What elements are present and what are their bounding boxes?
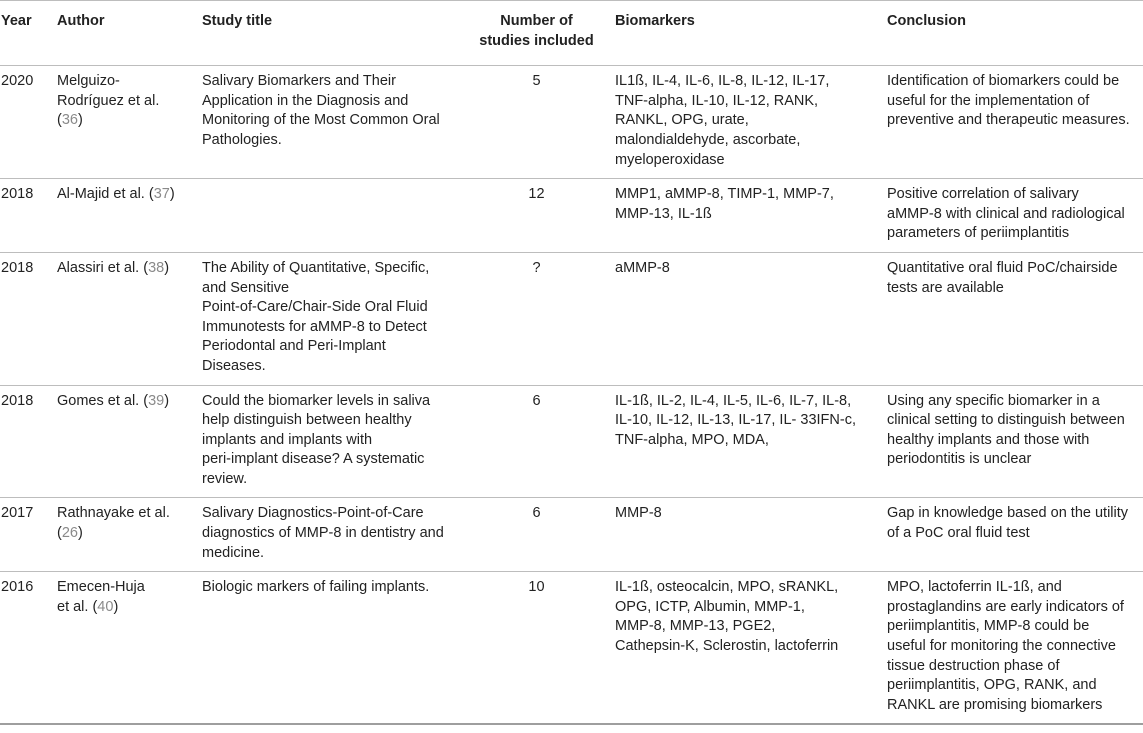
table-row <box>0 66 1143 179</box>
cell-study-title: Could the biomarker levels in saliva help distinguish between healthy implants and implants with peri-implant disease? A systematic review. <box>202 392 431 487</box>
author-paren: ) <box>169 186 175 203</box>
cell-study-title: The Ability of Quantitative, Specific, and Sensitive Point-of-Care/Chair-Side Oral Fluid Immunotests for aMMP-8 to Detect Periodontal and Peri-Implant Diseases. <box>202 259 430 374</box>
cell-number-of-studies: 6 <box>532 505 541 522</box>
cell-biomarkers: IL1ß, IL-4, IL-6, IL-8, IL-12, IL-17, TNF-alpha, IL-10, IL-12, RANK, RANKL, OPG, urate, malondialdehyde, ascorbate, myeloperoxidase <box>615 73 830 168</box>
cell-biomarkers: MMP-8 <box>615 505 662 522</box>
table-row <box>0 252 1143 385</box>
cell-conclusion: Using any specific biomarker in a clinical setting to distinguish between healthy implants and those with periodontitis is unclear <box>887 392 1125 468</box>
cell-number-of-studies: 6 <box>532 392 541 409</box>
cell-biomarkers: IL-1ß, osteocalcin, MPO, sRANKL, OPG, ICTP, Albumin, MMP-1, MMP-8, MMP-13, PGE2, Cathepsin-K, Sclerostin, lactoferrin <box>615 579 839 655</box>
table-row <box>0 385 1143 498</box>
cell-study-title: Biologic markers of failing implants. <box>202 579 430 596</box>
cell-year: 2018 <box>1 186 34 203</box>
cell-author <box>51 385 196 498</box>
cell-biomarkers: IL-1ß, IL-2, IL-4, IL-5, IL-6, IL-7, IL-8, IL-10, IL-12, IL-13, IL-17, IL- 33IFN-c, TNF-alpha, MPO, MDA, <box>615 392 856 448</box>
author-name: Melguizo- Rodríguez et al. ( <box>57 73 160 129</box>
author-name: Rathnayake et al. ( <box>57 505 170 542</box>
header-conclusion: Conclusion <box>887 13 966 29</box>
table-header <box>0 1 1143 66</box>
cell-study-title: Salivary Diagnostics-Point-of-Care diagnostics of MMP-8 in dentistry and medicine. <box>202 505 444 561</box>
reference-link[interactable]: 40 <box>97 598 114 615</box>
cell-conclusion: Identification of biomarkers could be useful for the implementation of preventive and therapeutic measures. <box>887 73 1130 129</box>
cell-biomarkers: MMP1, aMMP-8, TIMP-1, MMP-7, MMP-13, IL-1ß <box>615 186 834 222</box>
cell-conclusion: Quantitative oral fluid PoC/chairside tests are available <box>887 259 1118 296</box>
cell-year: 2018 <box>1 259 34 276</box>
cell-author <box>51 66 196 179</box>
cell-author <box>51 179 196 253</box>
cell-biomarkers: aMMP-8 <box>615 259 670 276</box>
table-row <box>0 572 1143 725</box>
reference-link[interactable]: 26 <box>61 525 78 542</box>
table-row <box>0 179 1143 253</box>
reference-link[interactable]: 38 <box>148 259 165 276</box>
cell-year: 2017 <box>1 505 34 522</box>
cell-conclusion: MPO, lactoferrin IL-1ß, and prostaglandins are early indicators of periimplantitis, MMP-8 could be useful for monitoring the connective tissue destruction phase of periimplantitis, OPG, RANK, and RANKL are promising biomarkers <box>887 579 1124 713</box>
author-paren: ) <box>164 259 170 276</box>
header-year: Year <box>1 13 32 29</box>
cell-author <box>51 498 196 572</box>
author-paren: ) <box>164 392 170 409</box>
author-name: Emecen-Huja et al. ( <box>57 579 145 615</box>
header-author: Author <box>57 13 105 29</box>
author-paren: ) <box>113 598 119 615</box>
table-body <box>0 66 1143 725</box>
cell-author <box>51 572 196 725</box>
cell-number-of-studies: 10 <box>528 579 545 596</box>
header-row <box>0 1 1143 66</box>
cell-conclusion: Gap in knowledge based on the utility of a PoC oral fluid test <box>887 505 1129 542</box>
cell-year: 2016 <box>1 579 34 596</box>
author-paren: ) <box>77 112 83 129</box>
author-name: Al-Majid et al. ( <box>57 186 154 203</box>
header-number-of-studies: Number of studies included <box>479 13 594 49</box>
author-paren: ) <box>77 525 83 542</box>
cell-study-title <box>196 179 464 253</box>
table-row <box>0 498 1143 572</box>
cell-number-of-studies: ? <box>532 259 541 276</box>
cell-year: 2018 <box>1 392 34 409</box>
author-name: Gomes et al. ( <box>57 392 149 409</box>
cell-number-of-studies: 5 <box>532 73 541 90</box>
cell-study-title: Salivary Biomarkers and Their Application in the Diagnosis and Monitoring of the Most Common Oral Pathologies. <box>202 73 440 148</box>
header-study-title: Study title <box>202 13 273 29</box>
reference-link[interactable]: 37 <box>153 186 170 203</box>
cell-number-of-studies: 12 <box>528 186 545 203</box>
cell-author <box>51 252 196 385</box>
cell-year: 2020 <box>1 73 34 90</box>
cell-conclusion: Positive correlation of salivary aMMP-8 with clinical and radiological parameters of periimplantitis <box>887 186 1125 242</box>
header-biomarkers: Biomarkers <box>615 13 695 29</box>
reference-link[interactable]: 36 <box>61 112 78 129</box>
author-name: Alassiri et al. ( <box>57 259 149 276</box>
reference-link[interactable]: 39 <box>148 392 165 409</box>
